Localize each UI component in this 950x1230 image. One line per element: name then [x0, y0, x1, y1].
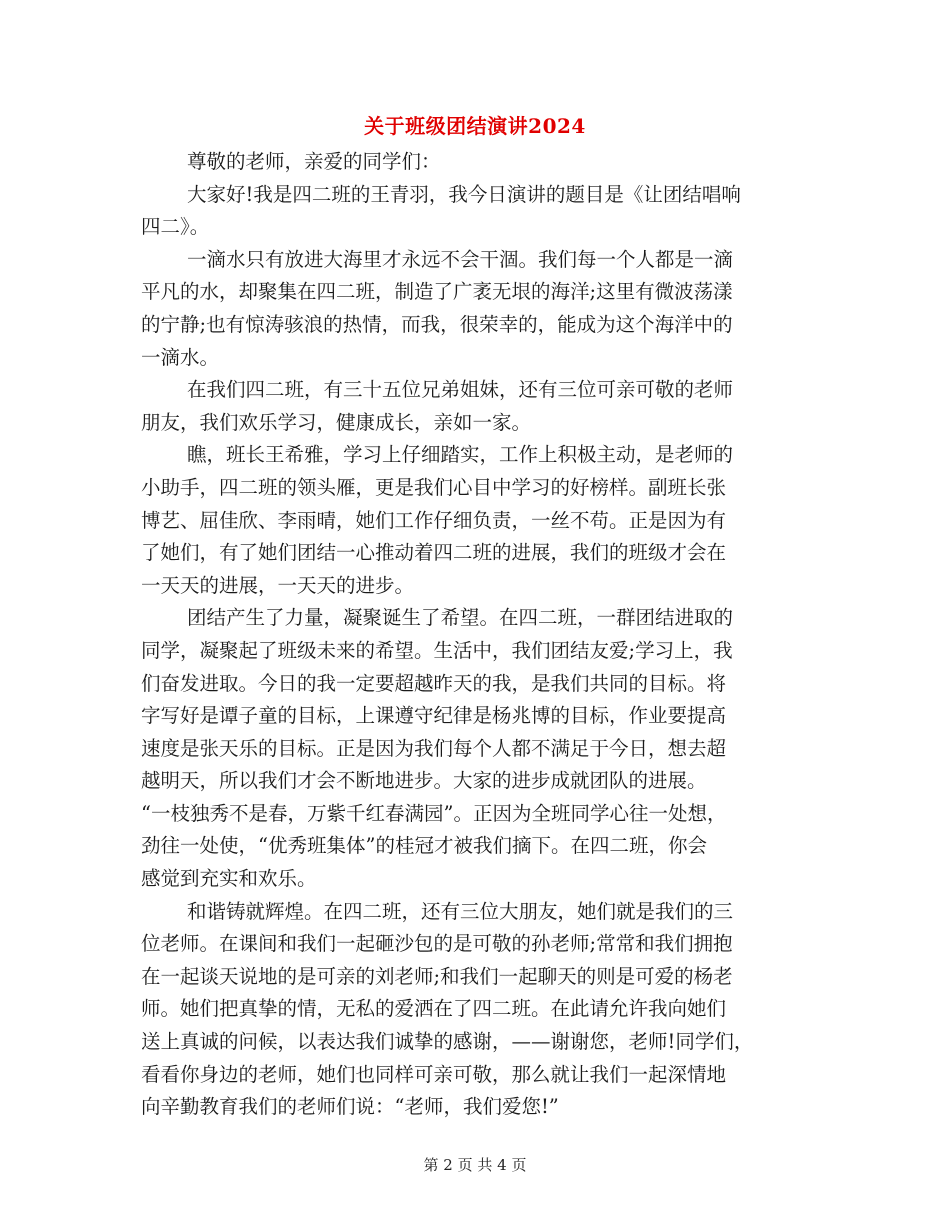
text-line: 小助手，四二班的领头雁，更是我们心目中学习的好榜样。副班长张 [141, 475, 727, 499]
text-line: 一天天的进展，一天天的进步。 [141, 573, 415, 597]
text-line: 团结产生了力量，凝聚诞生了希望。在四二班，一群团结进取的 [187, 606, 734, 630]
text-line: 朋友，我们欢乐学习，健康成长，亲如一家。 [141, 410, 532, 434]
document-title: 关于班级团结演讲2024 [364, 114, 586, 138]
text-line: 同学，凝聚起了班级未来的希望。生活中，我们团结友爱;学习上，我 [141, 638, 733, 662]
text-line: 在我们四二班，有三十五位兄弟姐妹，还有三位可亲可敬的老师 [187, 378, 734, 402]
text-line: 在一起谈天说地的是可亲的刘老师;和我们一起聊天的则是可爱的杨老 [141, 964, 733, 988]
page-footer: 第 2 页 共 4 页 [423, 1156, 527, 1174]
text-line: 速度是张天乐的目标。正是因为我们每个人都不满足于今日，想去超 [141, 736, 727, 760]
text-line: 了她们，有了她们团结一心推动着四二班的进展，我们的班级才会在 [141, 541, 727, 565]
text-line: 看看你身边的老师，她们也同样可亲可敬，那么就让我们一起深情地 [141, 1062, 727, 1086]
text-line: 博艺、屈佳欣、李雨晴，她们工作仔细负责，一丝不苟。正是因为有 [141, 508, 727, 532]
text-line: 尊敬的老师，亲爱的同学们： [187, 150, 441, 173]
text-line: 们奋发进取。今日的我一定要超越昨天的我，是我们共同的目标。将 [141, 671, 727, 695]
text-line: 和谐铸就辉煌。在四二班，还有三位大朋友，她们就是我们的三 [187, 899, 734, 923]
document-body [141, 146, 811, 1124]
text-line: 的宁静;也有惊涛骇浪的热情，而我，很荣幸的，能成为这个海洋中的 [141, 312, 733, 336]
text-line: 平凡的水，却聚集在四二班，制造了广袤无垠的海洋;这里有微波荡漾 [141, 280, 733, 304]
text-line: 位老师。在课间和我们一起砸沙包的是可敬的孙老师;常常和我们拥抱 [141, 932, 733, 956]
text-line: 劲往一处使，“优秀班集体”的桂冠才被我们摘下。在四二班，你会 [141, 834, 707, 858]
text-line: 四二》。 [141, 215, 210, 239]
text-line: 送上真诚的问候，以表达我们诚挚的感谢，——谢谢您，老师!同学们， [141, 1030, 754, 1054]
text-line: 感觉到充实和欢乐。 [141, 867, 317, 891]
text-line: 字写好是谭子童的目标，上课遵守纪律是杨兆博的目标，作业要提高 [141, 704, 727, 728]
text-line: “一枝独秀不是春，万紫千红春满园”。正因为全班同学心往一处想， [141, 801, 727, 825]
text-line: 师。她们把真挚的情，无私的爱洒在了四二班。在此请允许我向她们 [141, 997, 727, 1021]
text-line: 向辛勤教育我们的老师们说：“老师，我们爱您!” [141, 1095, 559, 1119]
text-line: 越明天，所以我们才会不断地进步。大家的进步成就团队的进展。 [141, 769, 707, 793]
text-line: 一滴水只有放进大海里才永远不会干涸。我们每一个人都是一滴 [187, 247, 734, 271]
text-line: 瞧，班长王希雅，学习上仔细踏实，工作上积极主动，是老师的 [187, 443, 734, 467]
text-line: 大家好!我是四二班的王青羽，我今日演讲的题目是《让团结唱响 [187, 182, 741, 206]
text-line: 一滴水。 [141, 345, 220, 369]
